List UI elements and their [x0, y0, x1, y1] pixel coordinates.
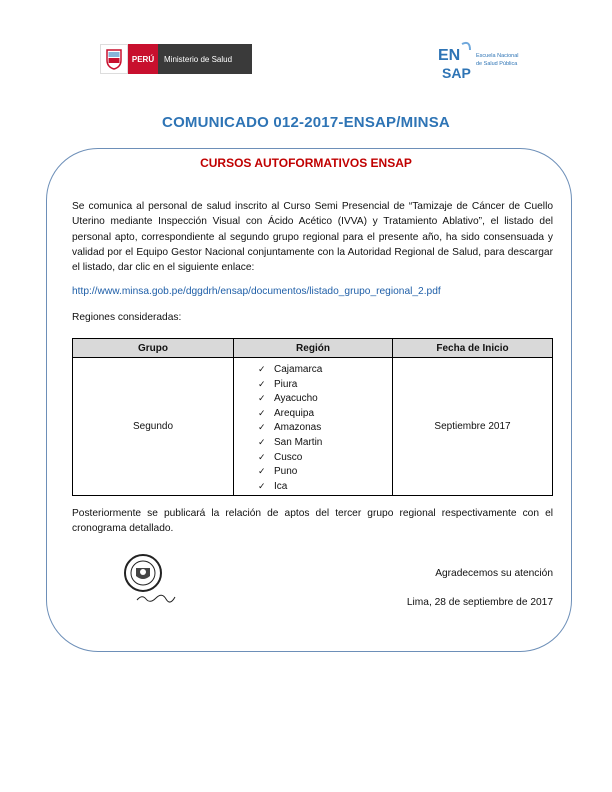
cell-regiones — [234, 358, 393, 496]
region-item — [258, 406, 392, 421]
table-row — [73, 358, 553, 496]
region-name: Ica — [274, 480, 288, 492]
region-item — [258, 362, 392, 377]
ensap-letters-bottom: SAP — [442, 65, 471, 81]
peru-label: PERÚ — [128, 44, 158, 74]
signature-scribble — [136, 590, 176, 600]
cell-grupo: Segundo — [73, 358, 234, 496]
table-header-row — [73, 339, 553, 358]
header-region: Región — [234, 339, 393, 358]
download-link[interactable]: http://www.minsa.gob.pe/dggdrh/ensap/documentos/listado_grupo_regional_2.pdf — [72, 286, 441, 297]
ministry-label: Ministerio de Salud — [158, 44, 252, 74]
region-name: Puno — [274, 466, 298, 478]
thanks-text: Agradecemos su atención — [435, 568, 553, 579]
region-name: Ayacucho — [274, 393, 318, 405]
regions-label: Regiones consideradas: — [72, 312, 182, 323]
region-name: Piura — [274, 378, 298, 390]
region-name: San Martin — [274, 436, 323, 448]
region-list — [234, 358, 392, 495]
region-item — [258, 450, 392, 465]
region-name: Cajamarca — [274, 364, 323, 375]
document-title: COMUNICADO 012-2017-ENSAP/MINSA — [162, 114, 450, 131]
date-text: Lima, 28 de septiembre de 2017 — [406, 597, 553, 608]
region-item — [258, 377, 392, 392]
cell-fecha: Septiembre 2017 — [393, 358, 553, 496]
region-item — [258, 435, 392, 450]
intro-paragraph: Se comunica al personal de salud inscrito al Curso Semi Presencial de “Tamizaje de Cáncer de Cuello Uterino mediante Inspección Visual con Ácido Acético (IVVA) y Tratamiento Ablativo”, el listado del personal apto, correspondiente al segundo grupo regional para el presente año, ha sido consensuada y validad por el Equipo Gestor Nacional conjuntamente con la Autoridad Regional de Salud, para descargar el listado, dar clic en el siguiente enlace: — [72, 201, 553, 274]
ensap-letters-top: EN — [438, 47, 461, 64]
region-item — [258, 464, 392, 479]
checkmark-icon: ✓ — [258, 364, 266, 374]
checkmark-icon: ✓ — [258, 480, 266, 491]
regions-table — [72, 338, 553, 496]
header-fecha: Fecha de Inicio — [393, 339, 553, 358]
checkmark-icon: ✓ — [258, 422, 266, 433]
ensap-logo — [436, 40, 526, 82]
region-item — [258, 420, 392, 435]
region-name: Cusco — [274, 451, 303, 463]
region-item — [258, 391, 392, 406]
checkmark-icon: ✓ — [258, 378, 266, 389]
region-item — [258, 479, 392, 494]
checkmark-icon: ✓ — [258, 393, 266, 404]
region-name: Arequipa — [274, 407, 315, 419]
header-grupo: Grupo — [73, 339, 234, 358]
document-subtitle: CURSOS AUTOFORMATIVOS ENSAP — [200, 156, 412, 170]
posterior-paragraph: Posteriormente se publicará la relación de aptos del tercer grupo regional respectivamente con el cronograma detallado. — [72, 508, 553, 535]
ensap-tagline-1: Escuela Nacional — [476, 53, 519, 59]
peru-shield-icon — [100, 44, 128, 74]
checkmark-icon: ✓ — [258, 466, 266, 477]
checkmark-icon: ✓ — [258, 407, 266, 418]
ensap-tagline-2: de Salud Pública — [476, 61, 518, 67]
minsa-logo — [100, 44, 252, 74]
checkmark-icon: ✓ — [258, 451, 266, 462]
region-name: Amazonas — [274, 422, 322, 434]
checkmark-icon: ✓ — [258, 436, 266, 447]
